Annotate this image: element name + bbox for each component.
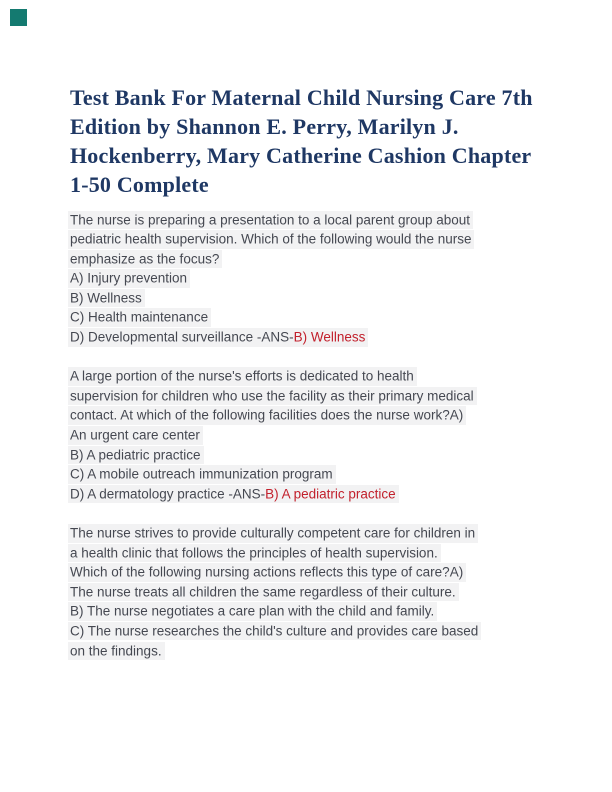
text-line: [70, 524, 570, 544]
question-text: on the findings.: [70, 643, 162, 659]
answer-text: B) A pediatric practice: [265, 486, 396, 502]
question-text: The nurse treats all children the same regardless of their culture.: [70, 584, 456, 600]
text-line: [70, 386, 570, 406]
question-text: B) A pediatric practice: [70, 447, 201, 463]
text-line: [70, 543, 570, 563]
highlighted-text: [68, 602, 437, 621]
brand-corner-square: [10, 9, 27, 26]
highlighted-text: [68, 308, 211, 327]
text-line: [70, 308, 570, 328]
question-text: C) A mobile outreach immunization program: [70, 466, 333, 482]
highlighted-text: [68, 524, 478, 543]
highlighted-text: [68, 387, 477, 406]
text-line: [70, 445, 570, 465]
highlighted-text: [68, 583, 459, 602]
text-line: [70, 406, 570, 426]
text-line: [70, 621, 570, 641]
highlighted-text: [68, 426, 203, 445]
text-line: [70, 210, 570, 230]
text-line: [70, 641, 570, 661]
highlighted-text: [68, 544, 441, 563]
question-text: The nurse strives to provide culturally competent care for children in: [70, 525, 476, 541]
highlighted-text: [68, 367, 417, 386]
text-line: [70, 602, 570, 622]
question-text: emphasize as the focus?: [70, 251, 220, 267]
question-text: C) The nurse researches the child's culture and provides care based: [70, 623, 479, 639]
highlighted-text: [68, 406, 466, 425]
question-block: [70, 367, 570, 504]
question-text: D) A dermatology practice -ANS-: [70, 486, 266, 502]
question-text: D) Developmental surveillance -ANS-: [70, 329, 294, 345]
question-block: [70, 524, 570, 661]
text-line: [70, 582, 570, 602]
highlighted-text: [68, 269, 190, 288]
question-text: Which of the following nursing actions reflects this type of care?A): [70, 564, 464, 580]
question-text: A) Injury prevention: [70, 270, 188, 286]
text-line: [70, 465, 570, 485]
text-line: [70, 367, 570, 387]
text-line: [70, 230, 570, 250]
text-line: [70, 484, 570, 504]
highlighted-text: [68, 230, 474, 249]
highlighted-text: [68, 485, 399, 504]
highlighted-text: [68, 642, 165, 661]
document-title: [70, 83, 560, 199]
question-text: The nurse is preparing a presentation to a local parent group about: [70, 212, 471, 227]
question-text: C) Health maintenance: [70, 309, 209, 325]
text-line: [70, 269, 570, 289]
question-text: B) The nurse negotiates a care plan with the child and family.: [70, 603, 435, 619]
question-text: a health clinic that follows the principles of health supervision.: [70, 545, 438, 561]
highlighted-text: [68, 465, 336, 484]
question-text: An urgent care center: [70, 427, 200, 443]
title-line: Hockenberry, Mary Catherine Cashion Chapter: [70, 142, 532, 168]
question-block: [70, 210, 570, 347]
text-line: [70, 426, 570, 446]
text-line: [70, 563, 570, 583]
question-text: B) Wellness: [70, 290, 142, 306]
answer-text: B) Wellness: [293, 329, 366, 345]
highlighted-text: [68, 211, 473, 230]
highlighted-text: [68, 446, 204, 465]
question-text: contact. At which of the following facilities does the nurse work?A): [70, 407, 464, 423]
text-line: [70, 249, 570, 269]
highlighted-text: [68, 622, 481, 641]
highlighted-text: [68, 289, 145, 308]
title-line: 1-50 Complete: [70, 171, 209, 197]
title-line: Edition by Shannon E. Perry, Marilyn J.: [70, 113, 459, 139]
question-text: supervision for children who use the facility as their primary medical: [70, 388, 474, 404]
highlighted-text: [68, 563, 466, 582]
highlighted-text: [68, 328, 368, 347]
question-text: A large portion of the nurse's efforts is dedicated to health: [70, 368, 414, 384]
text-line: [70, 288, 570, 308]
question-text: pediatric health supervision. Which of the following would the nurse: [70, 231, 472, 247]
highlighted-text: [68, 250, 222, 269]
title-line: Test Bank For Maternal Child Nursing Care 7th: [70, 84, 533, 110]
document-body: [70, 210, 570, 680]
text-line: [70, 328, 570, 348]
